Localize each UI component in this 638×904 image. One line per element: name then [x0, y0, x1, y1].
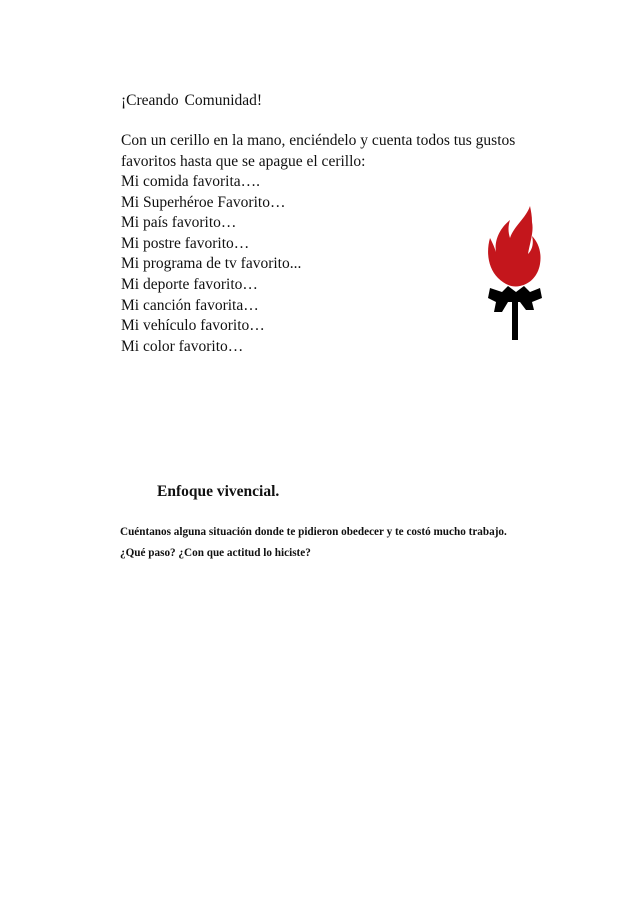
list-item: Mi programa de tv favorito...	[121, 255, 302, 273]
intro-paragraph: Con un cerillo en la mano, enciéndelo y cuenta todos tus gustos favoritos hasta que se apague el cerillo:	[121, 132, 516, 170]
list-item: Mi postre favorito…	[121, 234, 250, 252]
flame-shape	[488, 206, 540, 287]
section-title: Enfoque vivencial.	[157, 483, 280, 500]
list-item: Mi deporte favorito…	[121, 275, 258, 293]
list-item: Mi Superhéroe Favorito…	[121, 193, 286, 211]
page-heading: ¡Creando Comunidad!	[121, 92, 263, 109]
list-item: Mi país favorito…	[121, 214, 237, 232]
campfire-logs	[488, 286, 542, 340]
list-item: Mi canción favorita…	[121, 296, 259, 314]
list-item: Mi vehículo favorito…	[121, 317, 265, 335]
list-item: Mi color favorito…	[121, 337, 244, 355]
favorites-list	[121, 172, 301, 357]
campfire-icon	[486, 206, 542, 340]
question-paragraph: Cuéntanos alguna situación donde te pidieron obedecer y te costó mucho trabajo. ¿Qué paso? ¿Con que actitud lo hiciste?	[120, 526, 507, 559]
list-item: Mi comida favorita….	[121, 173, 261, 190]
